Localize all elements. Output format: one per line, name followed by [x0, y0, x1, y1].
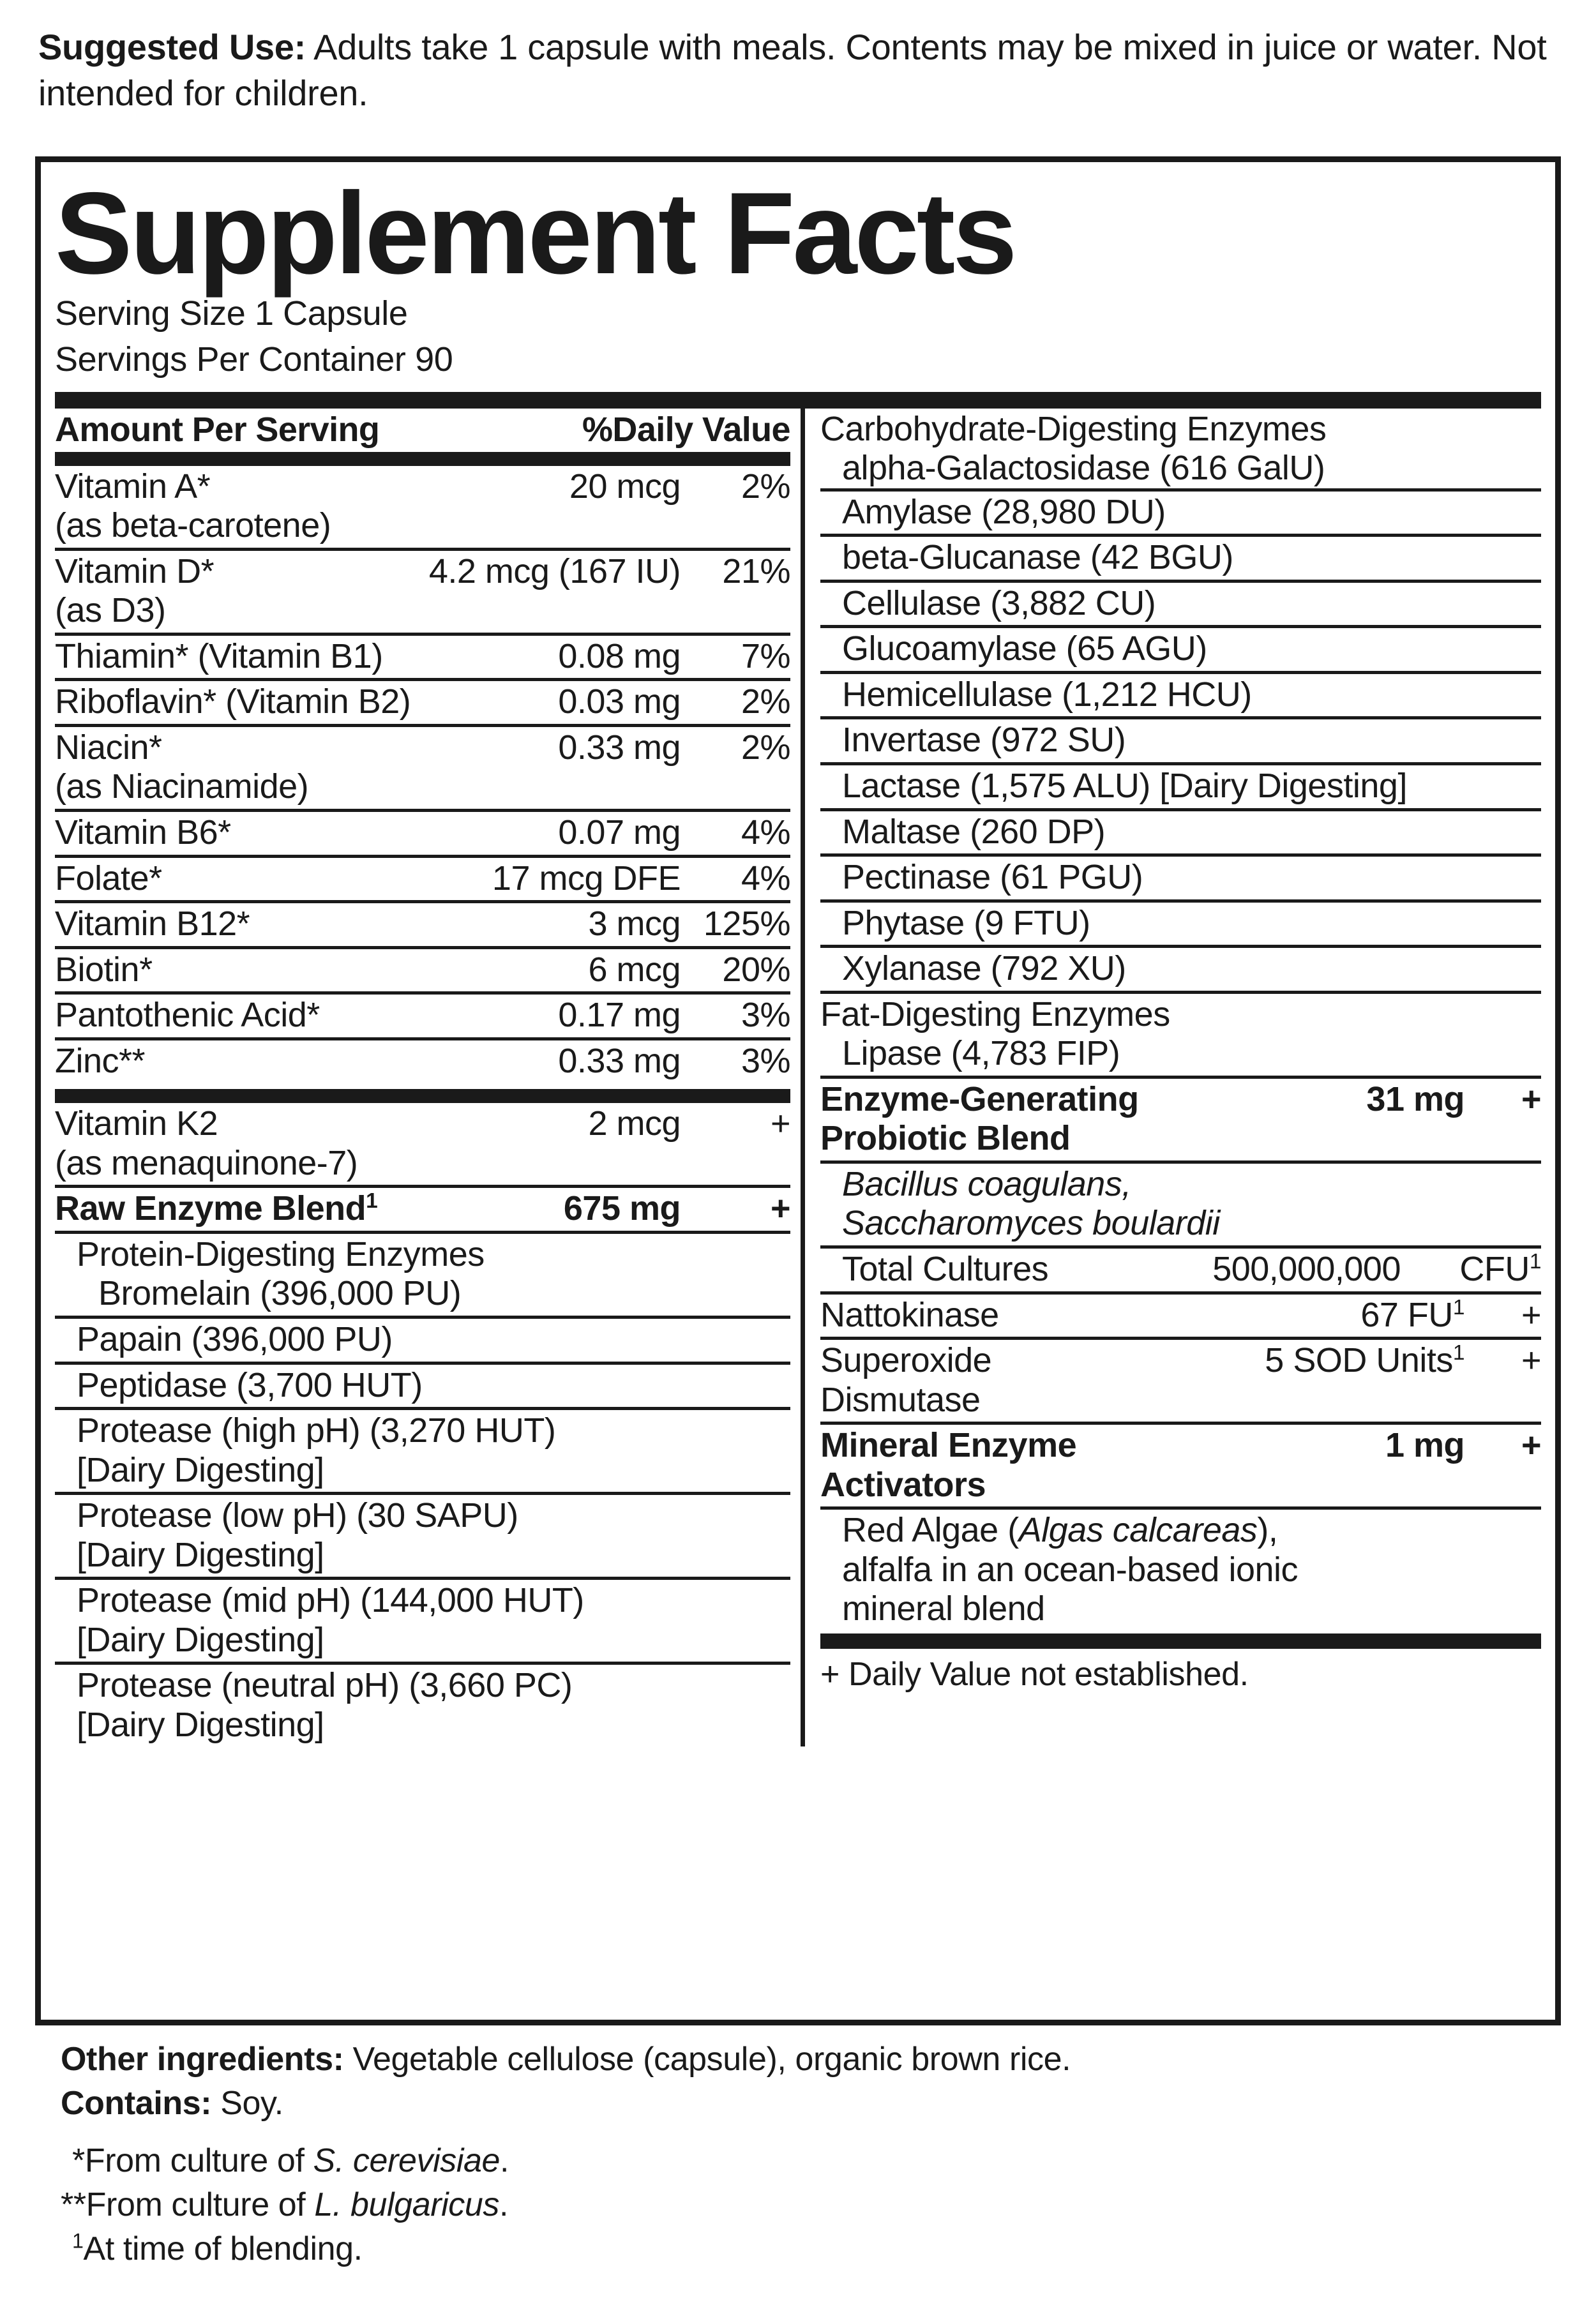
nutrient-name: Nattokinase	[820, 1295, 999, 1334]
header-underbar	[55, 452, 790, 466]
enzyme-item-row	[820, 762, 1541, 808]
supplement-facts-panel	[35, 156, 1561, 2025]
table-row	[820, 1422, 1541, 1506]
blend-name-text: Raw Enzyme Blend	[55, 1189, 366, 1228]
nutrient-amount-text: 5 SOD Units	[1265, 1341, 1453, 1380]
blend-dv: +	[770, 1189, 790, 1228]
enzyme-item: Xylanase (792 XU)	[842, 949, 1126, 988]
total-cultures-unit-text: CFU	[1459, 1250, 1530, 1289]
nutrient-amount: 17 mcg DFE	[492, 859, 681, 897]
enzyme-item-row	[55, 1316, 790, 1362]
table-row	[55, 900, 790, 946]
blend-amount: 1 mg	[1385, 1426, 1464, 1465]
nutrient-amount: 2 mcg	[588, 1104, 681, 1143]
enzyme-item-row	[820, 853, 1541, 899]
mineral-detail-pre: Red Algae (	[842, 1511, 1019, 1550]
total-cultures-label: Total Cultures	[842, 1250, 1049, 1289]
nutrient-name: Niacin*	[55, 728, 162, 767]
blend-dv: +	[1521, 1426, 1541, 1465]
enzyme-item: Maltase (260 DP)	[842, 812, 1106, 851]
footnote-star	[61, 2139, 1548, 2183]
table-row	[820, 1291, 1541, 1337]
right-column	[805, 409, 1541, 1747]
enzyme-item: Hemicellulase (1,212 HCU)	[842, 675, 1252, 714]
enzyme-item-row	[55, 1662, 790, 1746]
nutrient-name: Zinc**	[55, 1041, 146, 1080]
column-headers	[55, 409, 790, 452]
mineral-activators-detail	[820, 1506, 1541, 1631]
nutrient-dv: 2%	[741, 728, 790, 767]
enzyme-item: Pectinase (61 PGU)	[842, 858, 1143, 897]
footnote-double-star	[61, 2183, 1548, 2227]
enzyme-item-row	[55, 1577, 790, 1662]
table-row	[55, 855, 790, 901]
nutrient-source: (as D3)	[55, 591, 166, 630]
nutrient-name: Vitamin B12*	[55, 905, 250, 943]
table-row	[820, 1245, 1541, 1291]
table-row	[55, 633, 790, 679]
nutrient-dv: 7%	[741, 636, 790, 675]
enzyme-group	[820, 409, 1541, 488]
nutrient-dv: 2%	[741, 467, 790, 506]
nutrient-amount: 6 mcg	[588, 950, 681, 989]
serving-size: Serving Size 1 Capsule	[55, 294, 408, 333]
enzyme-item-row	[820, 808, 1541, 854]
enzyme-item: Protease (high pH) (3,270 HUT)	[77, 1411, 556, 1450]
nutrient-amount: 0.03 mg	[558, 682, 681, 721]
enzyme-item: Protease (mid pH) (144,000 HUT)	[77, 1581, 584, 1620]
nutrient-amount: 0.07 mg	[558, 813, 681, 852]
blend-name	[55, 1189, 564, 1229]
nutrient-amount: 0.17 mg	[558, 996, 681, 1035]
mineral-detail-line2: alfalfa in an ocean-based ionic	[842, 1550, 1299, 1589]
nutrient-dv: 4%	[741, 859, 790, 897]
enzyme-item-row	[820, 488, 1541, 534]
enzyme-item-note: [Dairy Digesting]	[77, 1535, 324, 1574]
enzyme-group	[55, 1231, 790, 1316]
enzyme-item: Glucoamylase (65 AGU)	[842, 629, 1207, 668]
nutrient-amount-superscript: 1	[1452, 1295, 1464, 1319]
mineral-detail-line3: mineral blend	[842, 1589, 1045, 1628]
table-row	[55, 991, 790, 1037]
blend-dv: +	[1521, 1079, 1541, 1118]
footnote-double-star-pre: **From culture of	[61, 2186, 315, 2223]
nutrient-dv: 3%	[741, 996, 790, 1035]
enzyme-item: Lipase (4,783 FIP)	[842, 1034, 1120, 1073]
suggested-use-label: Suggested Use:	[38, 27, 306, 67]
enzyme-item-row	[820, 625, 1541, 671]
nutrient-amount: 0.33 mg	[558, 1041, 681, 1080]
enzyme-item: Cellulase (3,882 CU)	[842, 583, 1156, 622]
enzyme-item: Peptidase (3,700 HUT)	[77, 1365, 423, 1404]
enzyme-group-title: Carbohydrate-Digesting Enzymes	[820, 409, 1327, 448]
table-row	[55, 1103, 790, 1185]
table-row	[55, 466, 790, 548]
blend-name: Enzyme-Generating	[820, 1079, 1139, 1118]
table-row	[55, 724, 790, 809]
blend-name: Mineral Enzyme	[820, 1426, 1077, 1465]
table-row	[55, 1185, 790, 1231]
nutrient-source: (as beta-carotene)	[55, 506, 331, 545]
daily-value-footnote: + Daily Value not established.	[820, 1655, 1249, 1693]
enzyme-item: Phytase (9 FTU)	[842, 903, 1090, 942]
table-row	[55, 946, 790, 992]
blend-name-superscript: 1	[366, 1189, 378, 1213]
enzyme-item-row	[820, 716, 1541, 762]
nutrient-amount: 3 mcg	[588, 905, 681, 943]
enzyme-item-row	[55, 1407, 790, 1492]
nutrient-name-line2: Dismutase	[820, 1380, 981, 1419]
enzyme-item-note: [Dairy Digesting]	[77, 1705, 324, 1744]
table-row	[820, 1337, 1541, 1422]
panel-columns	[55, 409, 1541, 1747]
enzyme-group-title: Protein-Digesting Enzymes	[77, 1235, 485, 1273]
footnote-one-text: At time of blending.	[83, 2230, 363, 2267]
suggested-use-body: Adults take 1 capsule with meals. Contents may be mixed in juice or water. Not intended for children.	[38, 27, 1547, 113]
nutrient-source: (as menaquinone-7)	[55, 1143, 358, 1182]
total-cultures-unit	[1401, 1250, 1541, 1289]
suggested-use-text	[38, 24, 1564, 116]
nutrient-name: Riboflavin* (Vitamin B2)	[55, 682, 411, 721]
enzyme-item-row	[820, 534, 1541, 580]
enzyme-item-row	[820, 580, 1541, 626]
blend-name-line2: Activators	[820, 1465, 986, 1504]
enzyme-group	[820, 991, 1541, 1076]
nutrient-name: Folate*	[55, 859, 162, 897]
enzyme-item: Protease (neutral pH) (3,660 PC)	[77, 1666, 573, 1705]
nutrient-amount: 0.33 mg	[558, 728, 681, 767]
other-ingredients-line	[61, 2038, 1548, 2082]
contains-line	[61, 2082, 1548, 2126]
other-ingredients-label: Other ingredients:	[61, 2041, 344, 2078]
nutrient-name: Thiamin* (Vitamin B1)	[55, 636, 383, 675]
table-row	[55, 809, 790, 855]
nutrient-dv: 125%	[703, 905, 790, 943]
footnote-divider-bar	[820, 1633, 1541, 1649]
contains-text: Soy.	[211, 2084, 283, 2122]
nutrient-dv: 21%	[722, 552, 790, 590]
blend-name-line2: Probiotic Blend	[820, 1119, 1071, 1158]
bottom-info-block	[61, 2038, 1548, 2271]
nutrient-name: Pantothenic Acid*	[55, 996, 320, 1035]
header-thick-bar	[55, 392, 1541, 409]
servings-per-container: Servings Per Container 90	[55, 340, 453, 379]
table-row	[55, 548, 790, 633]
nutrient-name: Superoxide	[820, 1341, 992, 1380]
nutrient-amount: 0.08 mg	[558, 636, 681, 675]
nutrient-dv: 2%	[741, 682, 790, 721]
blend-amount: 31 mg	[1366, 1079, 1464, 1118]
footnote-double-star-post: .	[499, 2186, 509, 2223]
mineral-detail-line1	[842, 1511, 1541, 1551]
nutrient-amount	[1265, 1341, 1464, 1381]
nutrient-dv: +	[1521, 1341, 1541, 1380]
total-cultures-value: 500,000,000	[1212, 1250, 1401, 1289]
contains-label: Contains:	[61, 2084, 212, 2122]
section-divider-bar	[55, 1089, 790, 1103]
footnote-one	[61, 2227, 1548, 2271]
nutrient-name: Vitamin A*	[55, 467, 211, 506]
nutrient-name: Vitamin B6*	[55, 813, 231, 852]
footnote-double-star-latin: L. bulgaricus	[314, 2186, 500, 2223]
nutrient-dv: +	[1521, 1295, 1541, 1334]
panel-title: Supplement Facts	[55, 168, 1015, 298]
blend-amount: 675 mg	[563, 1189, 681, 1228]
nutrient-name: Biotin*	[55, 950, 153, 989]
nutrient-amount-superscript: 1	[1452, 1341, 1464, 1365]
footnote-one-superscript: 1	[72, 2229, 84, 2253]
enzyme-group-title: Fat-Digesting Enzymes	[820, 995, 1170, 1033]
table-row	[55, 678, 790, 724]
enzyme-item-note: [Dairy Digesting]	[77, 1450, 324, 1489]
enzyme-item: Bromelain (396,000 PU)	[98, 1274, 462, 1313]
strain-name: Bacillus coagulans,	[842, 1164, 1131, 1203]
nutrient-amount	[1360, 1296, 1464, 1335]
nutrient-name: Vitamin D*	[55, 552, 215, 590]
footnote-star-latin: S. cerevisiae	[313, 2142, 501, 2180]
column-divider	[801, 409, 805, 1747]
daily-value-header: %Daily Value	[582, 410, 790, 449]
nutrient-source: (as Niacinamide)	[55, 767, 309, 806]
nutrient-dv: +	[770, 1104, 790, 1143]
nutrient-amount-text: 67 FU	[1360, 1295, 1453, 1334]
nutrient-dv: 20%	[722, 950, 790, 989]
enzyme-item-row	[820, 945, 1541, 991]
probiotic-strains	[820, 1160, 1541, 1245]
nutrient-name: Vitamin K2	[55, 1104, 218, 1143]
enzyme-item-row	[820, 899, 1541, 945]
mineral-detail-post: ),	[1257, 1511, 1278, 1550]
left-column	[55, 409, 801, 1747]
enzyme-item-note: [Dairy Digesting]	[77, 1620, 324, 1659]
footnote-star-pre: *From culture of	[72, 2142, 313, 2180]
enzyme-item: Invertase (972 SU)	[842, 721, 1126, 760]
table-row	[820, 1076, 1541, 1160]
footnote-star-post: .	[500, 2142, 509, 2180]
enzyme-item: alpha-Galactosidase (616 GalU)	[842, 449, 1325, 488]
enzyme-item: Amylase (28,980 DU)	[842, 492, 1166, 531]
enzyme-item: Lactase (1,575 ALU) [Dairy Digesting]	[842, 767, 1407, 805]
table-row	[55, 1037, 790, 1083]
nutrient-amount: 20 mcg	[569, 467, 681, 506]
enzyme-item: Papain (396,000 PU)	[77, 1320, 393, 1359]
footnotes	[61, 2139, 1548, 2271]
enzyme-item-row	[55, 1362, 790, 1408]
enzyme-item: beta-Glucanase (42 BGU)	[842, 538, 1233, 577]
nutrient-dv: 4%	[741, 813, 790, 852]
mineral-detail-latin: Algas calcareas	[1018, 1511, 1258, 1550]
enzyme-item-row	[820, 671, 1541, 717]
nutrient-amount: 4.2 mcg (167 IU)	[428, 552, 681, 590]
strain-name: Saccharomyces boulardii	[842, 1204, 1220, 1243]
enzyme-item-row	[55, 1492, 790, 1577]
total-cultures-superscript: 1	[1529, 1250, 1541, 1274]
enzyme-item: Protease (low pH) (30 SAPU)	[77, 1496, 518, 1535]
other-ingredients-text: Vegetable cellulose (capsule), organic brown rice.	[343, 2041, 1071, 2078]
amount-per-serving-header: Amount Per Serving	[55, 410, 380, 449]
nutrient-dv: 3%	[741, 1041, 790, 1080]
